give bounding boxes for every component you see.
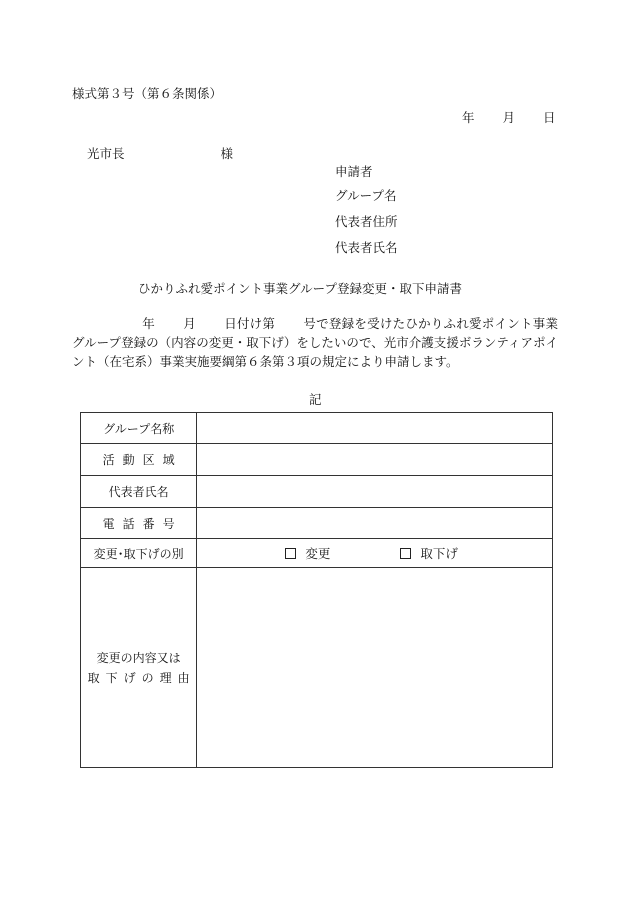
reason-cell	[81, 568, 197, 768]
change-or-withdraw-cell	[81, 539, 197, 568]
representative-name-table-label: 代表者氏名	[108, 485, 169, 499]
application-body	[72, 314, 558, 371]
body-month: 月	[182, 316, 196, 331]
body-dated-no: 日付け第	[223, 316, 276, 331]
change-option-label: 変更	[305, 546, 331, 561]
activity-area-cell	[81, 444, 197, 476]
phone-cell	[81, 508, 197, 539]
group-name-field[interactable]	[197, 413, 553, 444]
change-or-withdraw-label: 変更･取下げの別	[93, 546, 184, 561]
addressee-name: 光市長	[87, 146, 125, 161]
representative-name-cell	[81, 476, 197, 508]
reason-label-line1: 変更の内容又は	[96, 650, 181, 665]
form-number: 様式第３号（第６条関係）	[72, 86, 223, 101]
addressee-honorific: 様	[220, 146, 234, 161]
withdraw-checkbox[interactable]	[400, 548, 411, 559]
body-rest: 号で登録を受けたひかりふれ愛ポイント事業グループ登録の（内容の変更・取下げ）をしたいので、光市介護支援ボランティアポイント（在宅系）事業実施要綱第６条第３項の規定により申請します。	[72, 316, 558, 369]
representative-name-label: 代表者氏名	[335, 240, 398, 255]
reason-field[interactable]	[197, 568, 553, 768]
table-row	[81, 568, 553, 768]
reason-label-line2: 取下げの理由	[87, 670, 196, 685]
group-name-cell	[81, 413, 197, 444]
change-checkbox[interactable]	[285, 548, 296, 559]
date-year: 年	[462, 110, 475, 125]
table-row	[81, 413, 553, 444]
table-row	[81, 444, 553, 476]
table-row	[81, 539, 553, 568]
group-name-label: グループ名称	[103, 421, 175, 436]
ki-heading: 記	[309, 392, 322, 407]
phone-label: 電話番号	[102, 516, 183, 531]
representative-name-field[interactable]	[197, 476, 553, 508]
table-row	[81, 476, 553, 508]
group-name-label: グループ名	[335, 188, 397, 203]
withdraw-option-label: 取下げ	[420, 546, 458, 561]
date-line	[462, 108, 556, 126]
application-form-table	[80, 412, 553, 768]
phone-field[interactable]	[197, 508, 553, 539]
date-day: 日	[543, 110, 556, 125]
date-month: 月	[502, 110, 516, 125]
change-option[interactable]	[285, 544, 330, 562]
addressee	[87, 144, 233, 162]
activity-area-field[interactable]	[197, 444, 553, 476]
activity-area-label: 活動区域	[102, 453, 183, 467]
applicant-label: 申請者	[335, 164, 373, 179]
table-row	[81, 508, 553, 539]
withdraw-option[interactable]	[400, 544, 458, 562]
change-or-withdraw-options	[197, 539, 553, 568]
body-year: 年	[142, 316, 155, 331]
document-title: ひかりふれ愛ポイント事業グループ登録変更・取下申請書	[138, 281, 463, 296]
representative-address-label: 代表者住所	[335, 214, 398, 229]
